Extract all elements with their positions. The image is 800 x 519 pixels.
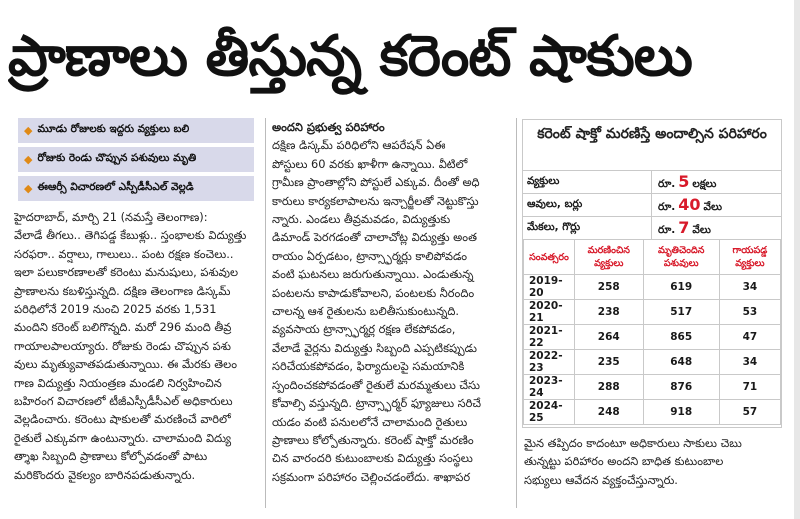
highlight-item: [18, 147, 254, 172]
rate-label: ఆవులు, బర్లు: [523, 194, 652, 216]
table-header-row: [524, 240, 781, 275]
rate-value: [652, 218, 781, 239]
rate-value: [652, 172, 781, 193]
rate-amount: 5: [678, 171, 690, 191]
column-header: మృతిచెందిన పశువులు: [643, 240, 719, 275]
text-line: పరిధిలోనే 2019 నుంచి 2025 వరకు 1,531: [14, 302, 217, 317]
table-cell: 34: [719, 350, 780, 375]
table-cell: 71: [719, 375, 780, 400]
rate-unit: లక్షలు: [692, 177, 717, 190]
bullet-diamond-icon: ◆: [24, 124, 33, 137]
text-line: మరికొందరు వైకల్యం బారినపడుతున్నారు.: [14, 467, 196, 482]
table-cell: 53: [719, 300, 780, 325]
table-row: [524, 375, 781, 400]
bullet-diamond-icon: ◆: [24, 153, 33, 166]
text-line: ప్రాణాలను కబళిస్తున్నది. దక్షిణ తెలంగాణ డిస్కమ్: [14, 283, 231, 298]
text-line: పంటలను కాపాడుకోవాలని, పంటలకు నీరందిం: [272, 285, 475, 300]
table-cell: 258: [574, 275, 643, 300]
text-line: వ్యవసాయ ట్రాన్స్ఫార్మర్ల రక్షణ లేకపోవడం,: [272, 322, 456, 337]
rate-label: వ్యక్తులు: [523, 171, 652, 193]
text-line: కారులు కార్యకలాపాలను ఇన్చార్జీలతో నెట్టుకొస్తు: [272, 193, 479, 208]
text-line: సరిచేయకపోవడం, ఫిర్యాదులపై సమయానికి: [272, 359, 465, 374]
table-cell: 2019-20: [524, 275, 575, 300]
rate-prefix: రూ.: [658, 200, 676, 213]
highlight-text: మూడు రోజులకు ఇద్దరు వ్యక్తులు బలి: [37, 123, 190, 135]
table-row: [524, 350, 781, 375]
table-cell: 2024-25: [524, 400, 575, 425]
article-column-1: [14, 208, 260, 484]
text-line: వేలాడే తీగలు.. తెగిపడ్డ కేబుళ్లు.. స్తంభాలకు విద్యుత్తు: [14, 228, 247, 243]
text-line: పోస్టులు 60 వరకు ఖాళీగా ఉన్నాయి. వీటిలో: [272, 156, 468, 171]
highlight-item: [18, 118, 254, 143]
column-header: మరణించిన వ్యక్తులు: [574, 240, 643, 275]
text-line: డిమాండ్ పెరగడంతో చాలాచోట్ల విద్యుత్తు అంత: [272, 230, 477, 245]
compensation-box: [522, 119, 782, 428]
table-row: [524, 325, 781, 350]
article-column-2: [272, 118, 512, 486]
text-line: వులు మృత్యువాతపడుతున్నాయి. ఈ మేరకు తెలం: [14, 357, 237, 372]
text-line: త్శాఖ సిబ్బంది ప్రాణాలు కోల్పోవడంతో పాటు: [14, 449, 208, 464]
text-line: కోవాల్సి వస్తున్నది. ట్రాన్స్ఫార్మర్ ఫ్యూజులు సరిచే: [272, 396, 482, 411]
bullet-diamond-icon: ◆: [24, 182, 33, 195]
text-line: ఇలా పలుకారణాలతో కరెంటు మనుషులు, పశువుల: [14, 265, 239, 280]
page-edge: [794, 0, 800, 519]
table-cell: 235: [574, 350, 643, 375]
table-cell: 57: [719, 400, 780, 425]
text-line: హైదరాబాద్, మార్చి 21 (నమస్తే తెలంగాణ):: [14, 210, 208, 224]
text-line: వంటి ఘటనలు జరుగుతున్నాయి. ఎండుతున్న: [272, 267, 474, 282]
text-line: బహిరంగ విచారణలో టీజీఎస్పీడీసీఎల్ అధికారులు: [14, 394, 233, 409]
text-line: యడం వంటి పనులలోనే చాలామంది రైతులు: [272, 414, 468, 429]
text-line: దక్షిణ డిస్కమ్ పరిధిలోని ఆపరేషన్ ఏఈ: [272, 138, 446, 153]
table-row: [524, 275, 781, 300]
table-cell: 248: [574, 400, 643, 425]
box-title: కరెంట్ షాక్తో మరణిస్తే అందాల్సిన పరిహారం: [537, 126, 767, 142]
text-line: మైన తప్పిదం కాదంటూ అధికారులు సాకులు చెబు: [524, 436, 742, 450]
text-line: సక్రమంగా పరిహారం చెల్లించడంలేదు. శాఖాపర: [272, 469, 471, 484]
text-line: స్పందించకపోవడంతో రైతులే మరమ్మతులు చేసు: [272, 377, 480, 392]
text-line: ప్రాణాలు కోల్పోతున్నారు. కరెంట్ షాక్తో మరణిం: [272, 432, 474, 447]
text-line: చిన వారందరి కుటుంబాలకు విద్యుత్తు సంస్థలు: [272, 451, 473, 466]
rate-amount: 40: [678, 194, 701, 214]
article-column-3: [524, 434, 786, 489]
table-cell: 47: [719, 325, 780, 350]
table-cell: 865: [643, 325, 719, 350]
rate-label: మేకలు, గొర్లు: [523, 217, 652, 239]
rate-value: [652, 195, 781, 216]
highlights-list: [18, 118, 254, 205]
table-cell: 2022-23: [524, 350, 575, 375]
text-line: తున్నట్టు పరిహారం అందని బాధిత కుటుంబాల: [524, 454, 724, 469]
table-cell: 876: [643, 375, 719, 400]
rate-row: [523, 193, 781, 216]
table-cell: 2020-21: [524, 300, 575, 325]
text-line: గ్రామీణ ప్రాంతాల్లోని పోస్టులే ఎక్కువ. దీంతో అధి: [272, 175, 480, 190]
table-cell: 34: [719, 275, 780, 300]
rate-amount: 7: [678, 217, 690, 237]
rate-row: [523, 216, 781, 239]
highlight-text: రోజుకు రెండు చొప్పున పశువులు మృతి: [37, 152, 197, 164]
rate-unit: వేలు: [692, 223, 711, 236]
text-line: సరఫరా.. వర్షాలు, గాలులు.. పంట రక్షణ కంచెలు..: [14, 246, 234, 261]
text-line: రాయం ఏర్పడటం, ట్రాన్స్ఫార్మర్లు కాలిపోవడం: [272, 248, 468, 263]
table-cell: 918: [643, 400, 719, 425]
table-row: [524, 300, 781, 325]
column-divider: [516, 118, 517, 508]
subheading: అందని ప్రభుత్వ పరిహారం: [272, 120, 385, 134]
table-cell: 2023-24: [524, 375, 575, 400]
rate-prefix: రూ.: [658, 177, 676, 190]
statistics-table: [523, 239, 781, 425]
text-line: గాయాలపాలయ్యారు. రోజుకు రెండు చొప్పున పశు: [14, 338, 231, 353]
rate-row: [523, 170, 781, 193]
column-header: సంవత్సరం: [524, 240, 575, 275]
text-line: వేలాడే వైర్లను విద్యుత్తు సిబ్బంది ఎప్పటికప్పుడు: [272, 340, 477, 355]
rate-unit: వేలు: [703, 200, 723, 213]
text-line: రైతులే ఎక్కువగా ఉంటున్నారు. చాలామంది విద్యు: [14, 430, 232, 445]
table-row: [524, 400, 781, 425]
table-cell: 288: [574, 375, 643, 400]
text-line: వెల్లడించారు. కరెంటు షాకులతో మరణించే వారిలో: [14, 412, 231, 427]
headline: ప్రాణాలు తీస్తున్న కరెంట్ షాకులు: [8, 24, 692, 89]
table-cell: 238: [574, 300, 643, 325]
table-cell: 619: [643, 275, 719, 300]
column-header: గాయపడ్డ వ్యక్తులు: [719, 240, 780, 275]
column-divider: [265, 118, 266, 508]
table-cell: 648: [643, 350, 719, 375]
highlight-text: ఈఆర్సీ విచారణలో ఎస్పీడీసీఎల్ వెల్లడి: [37, 181, 194, 193]
text-line: చాలన్న ఆశ రైతులను బలితీసుకుంటున్నది.: [272, 304, 459, 319]
table-cell: 2021-22: [524, 325, 575, 350]
rate-prefix: రూ.: [658, 223, 676, 236]
text-line: గాణ విద్యుత్తు నియంత్రణ మండలి నిర్వహించిన: [14, 375, 222, 390]
text-line: సభ్యులు ఆవేదన వ్యక్తంచేస్తున్నారు.: [524, 472, 678, 487]
text-line: మందిని కరెంట్ బలిగొన్నది. మరో 296 మంది తీవ్ర: [14, 320, 232, 335]
table-cell: 264: [574, 325, 643, 350]
text-line: న్నారు. ఎండలు తీవ్రమవడం, విద్యుత్తుకు: [272, 212, 451, 227]
table-cell: 517: [643, 300, 719, 325]
highlight-item: [18, 176, 254, 201]
